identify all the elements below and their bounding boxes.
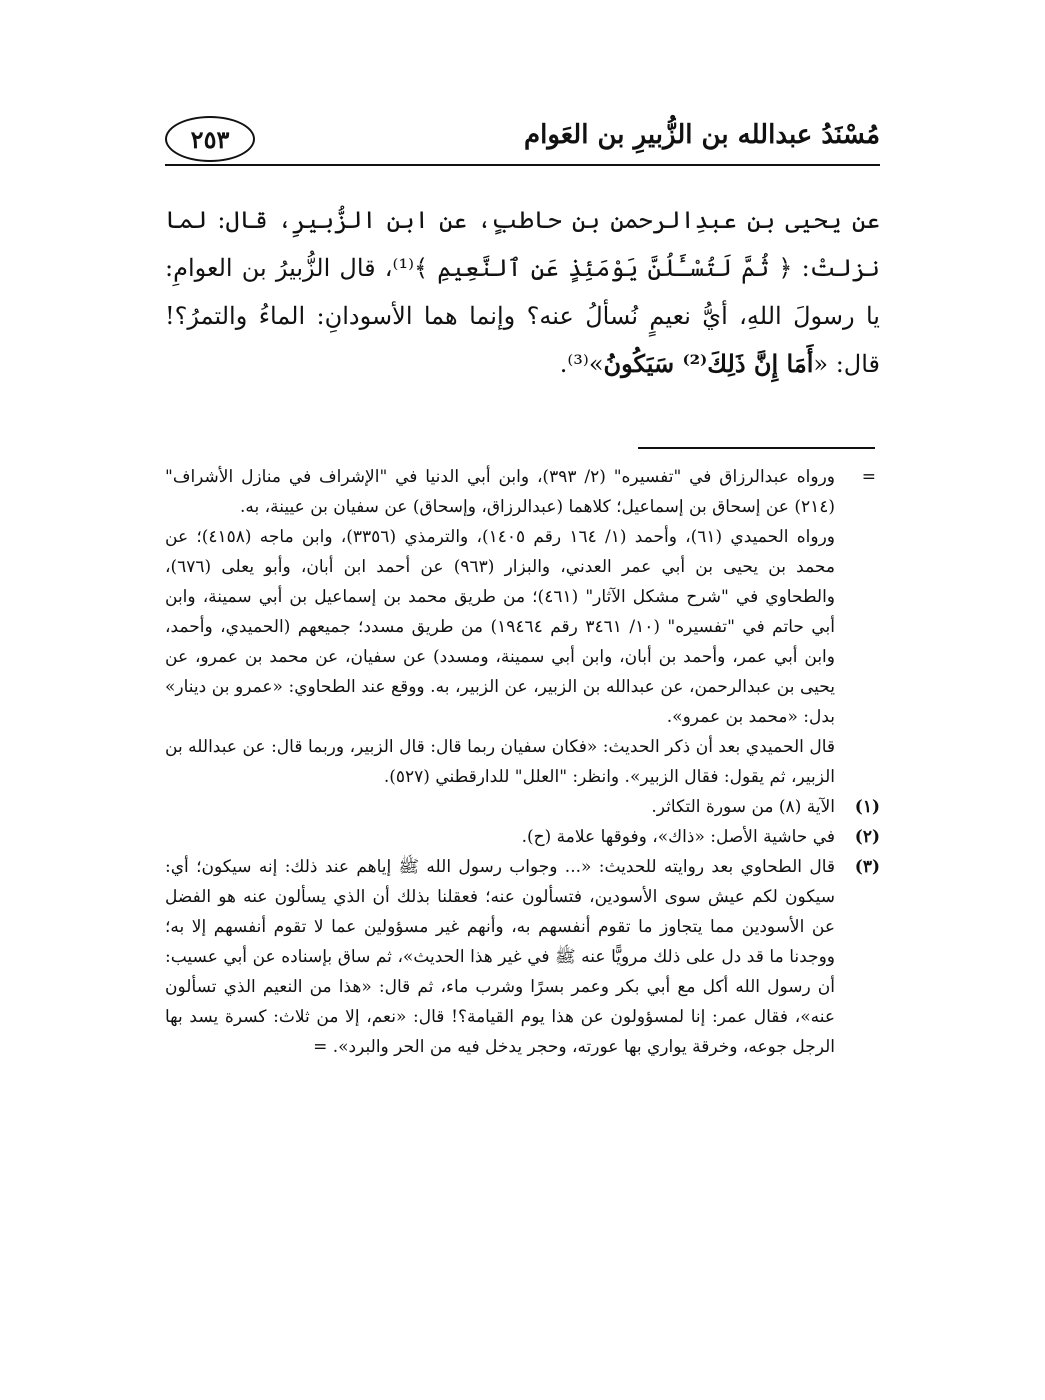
hadith-paragraph: [165, 196, 880, 388]
footnote-paragraph-1: ورواه عبدالرزاق في "تفسيره" (٢/ ٣٩٣)، وابن أبي الدنيا في "الإشراف في منازل الأشراف" (٢١٤) عن إسحاق بن إسماعيل؛ كلاهما (عبدالرزاق، وإسحاق) عن سفيان بن عيينة، به.: [165, 467, 835, 517]
hadith-text-part2: »⁽³⁾.: [559, 350, 604, 378]
footnotes: [165, 462, 880, 1062]
continuation-mark: =: [861, 467, 876, 487]
page-number: ٢٥٣: [190, 124, 230, 154]
footnote-number: (٢): [854, 827, 880, 847]
running-title: مُسْنَدُ عبدالله بن الزُّبيرِ بن العَوام: [524, 120, 880, 150]
footnote-separator: [638, 447, 875, 449]
header-rule: [165, 164, 880, 166]
footnote-paragraph-2: ورواه الحميدي (٦١)، وأحمد (١/ ١٦٤ رقم ١٤٠٥)، والترمذي (٣٣٥٦)، وابن ماجه (٤١٥٨)؛ عن محمد بن يحيى بن أبي عمر العدني، والبزار (٩٦٣) عن أحمد ابن أبان، وأبو يعلى (٦٧٦)، والطحاوي في "شرح مشكل الآثار" (٤٦١)؛ من طريق محمد بن إسماعيل بن أبي سمينة، وابن أبي حاتم في "تفسيره" (١٠/ ٣٤٦١ رقم ١٩٤٦٤) من طريق مسدد؛ جميعهم (الحميدي، وأحمد، وابن أبي عمر، وأحمد بن أبان، وابن أبي سمينة، ومسدد) عن سفيان، عن محمد بن عمرو، عن يحيى بن عبدالرحمن، عن عبدالله بن الزبير، عن الزبير، به. ووقع عند الطحاوي: «عمرو بن دينار» بدل: «محمد بن عمرو».: [165, 527, 836, 727]
prophet-quote: أَمَا إِنَّ ذَلِكَ⁽²⁾ سَيَكُونُ: [603, 349, 814, 378]
footnote-paragraph-3: قال الحميدي بعد أن ذكر الحديث: «فكان سفيان ربما قال: قال الزبير، وربما قال: عن عبدالله بن الزبير، ثم يقول: فقال الزبير». وانظر: "العلل" للدارقطني (٥٢٧).: [165, 737, 835, 787]
footnote-text: الآية (٨) من سورة التكاثر.: [651, 797, 835, 817]
page-number-badge: [165, 116, 255, 162]
footnote-1: [165, 792, 880, 822]
footnote-text: في حاشية الأصل: «ذاك»، وفوقها علامة (ح).: [521, 827, 835, 847]
hadith-text-part1: عن يحيى بن عبدِالرحمنِ بن حاطبٍ، عن ابن الزُّبيرِ، قال: لما نزلتْ: ﴿ ثُمَّ لَتُسْـَٔلُنَّ يَوْمَئِذٍ عَنِ ٱلنَّعِيمِ ﴾⁽¹⁾، قال الزُّبيرُ بن العوامِ: يا رسولَ اللهِ، أيُّ نعيمٍ نُسألُ عنه؟ وإنما هما الأسودانِ: الماءُ والتمرُ؟! قال: «: [165, 206, 880, 378]
main-text: [165, 196, 880, 388]
footnote-continuation: [165, 462, 880, 522]
footnote-2: [165, 822, 880, 852]
footnote-text: قال الطحاوي بعد روايته للحديث: «... وجواب رسول الله ﷺ إياهم عند ذلك: إنه سيكون؛ أي: سيكون لكم عيش سوى الأسودين، فتسألون عنه؛ فعقلنا بذلك أن الذي يسألون عنه هو الفضل عن الأسودين مما يتجاوز ما تقوم أنفسهم به، وأنهم غير مسؤولين عما لا تقوم أنفسهم إلا به؛ ووجدنا ما قد دل على ذلك مرويًّا عنه ﷺ في غير هذا الحديث»، ثم ساق بإسناده عن أبي عسيب: أن رسول الله أكل مع أبي بكر وعمر بسرًا وشرب ماء، ثم قال: «هذا من النعيم الذي تسألون عنه»، فقال عمر: إنا لمسؤولون عن هذا يوم القيامة؟! قال: «نعم، إلا من ثلاث: كسرة يسد بها الرجل جوعه، وخرقة يواري بها عورته، وحجر يدخل فيه من الحر والبرد». =: [165, 857, 836, 1057]
footnote-3: [165, 852, 880, 1062]
page-header: [165, 110, 880, 170]
footnote-number: (٣): [854, 857, 880, 877]
footnote-number: (١): [854, 797, 880, 817]
